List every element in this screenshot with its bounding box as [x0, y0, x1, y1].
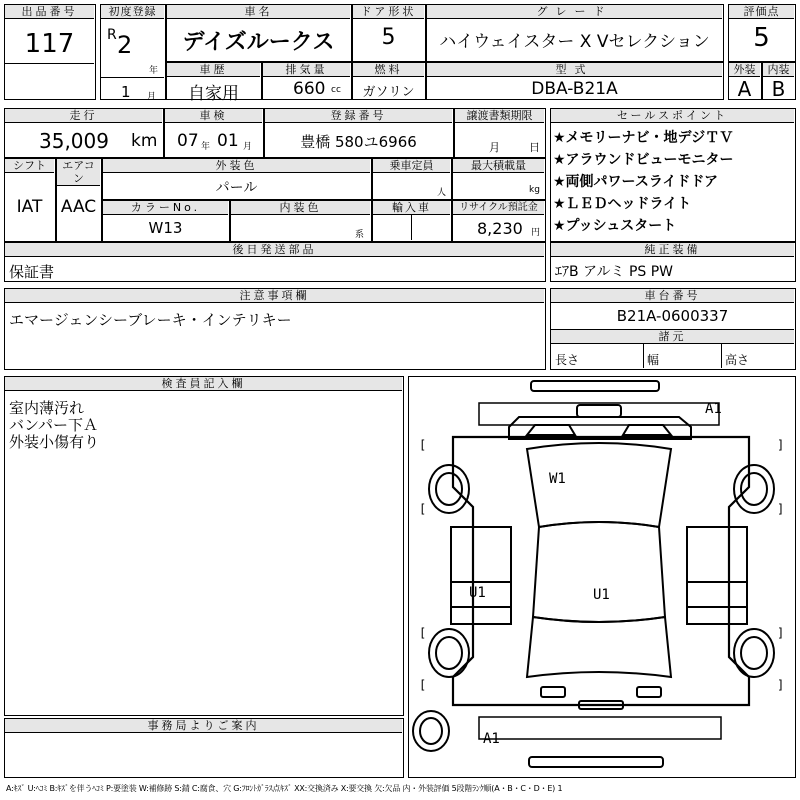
inspection-box [164, 108, 264, 158]
capacity-label: 乗車定員 [373, 159, 450, 173]
ext-color: パール [215, 180, 258, 196]
fuel-box [352, 62, 426, 100]
lot-number-label: 出品番号 [5, 5, 94, 19]
damage-mark: A1 [705, 401, 722, 417]
era: R [107, 27, 117, 43]
first-registration-label: 初度登録 [101, 5, 164, 19]
ac-box [56, 158, 102, 242]
shift-label: シフト [5, 159, 54, 173]
model-label: 型式 [427, 63, 722, 77]
ac-label: エアコン [57, 159, 100, 186]
grade: ハイウェイスター X Vセレクション [439, 32, 710, 52]
max-load-label: 最大積載量 [453, 159, 544, 173]
year-unit: 年 [149, 66, 159, 76]
import-box [372, 200, 452, 242]
exterior-box [728, 62, 762, 100]
inspector-label: 検査員記入欄 [5, 377, 402, 391]
grade-label: グレード [427, 5, 722, 19]
car-name-box [166, 4, 352, 62]
plate: 豊橋 580ユ6966 [300, 133, 417, 151]
history: 自家用 [188, 84, 239, 104]
equipment: ｴｱB アルミ PS PW [555, 264, 674, 280]
month-unit: 月 [147, 92, 157, 102]
svg-text:[: [ [419, 626, 427, 640]
model-box [426, 62, 724, 100]
chassis-label: 車台番号 [551, 289, 794, 303]
color-no: W13 [148, 219, 183, 237]
lot-number: 117 [24, 29, 75, 59]
import-label: 輸入車 [373, 201, 450, 215]
plate-box [264, 108, 454, 158]
notes-label: 注意事項欄 [5, 289, 544, 303]
recycle-box [452, 200, 546, 242]
interior-box [762, 62, 796, 100]
reg-month: 1 [121, 83, 131, 101]
displacement-box [262, 62, 352, 100]
displacement: 660 [293, 79, 326, 99]
notes-box [4, 288, 546, 370]
ext-color-label: 外装色 [103, 159, 370, 173]
color-no-label: カラーNo. [103, 201, 228, 215]
car-diagram-box [408, 376, 796, 778]
sales-points-box [550, 108, 796, 242]
chassis-number: B21A-0600337 [616, 307, 729, 325]
length-label: 長さ [555, 353, 580, 367]
mileage-unit: km [131, 131, 158, 151]
svg-text:[: [ [419, 678, 427, 692]
damage-mark: W1 [549, 471, 566, 487]
recycle-label: リサイクル預託金 [453, 201, 544, 215]
model: DBA-B21A [531, 79, 618, 99]
sales-point: ★プッシュスタート [553, 218, 677, 234]
recycle-unit: 円 [531, 228, 541, 238]
reg-year: 2 [117, 31, 133, 59]
plate-label: 登録番号 [265, 109, 452, 123]
transfer-label: 譲渡書類期限 [455, 109, 544, 123]
width-label: 幅 [647, 353, 660, 367]
inspection-month: 01 [217, 131, 239, 151]
mileage: 35,009 [39, 129, 109, 153]
damage-mark: U1 [469, 585, 486, 601]
fuel: ガソリン [362, 85, 415, 100]
capacity-box [372, 158, 452, 200]
max-load-unit: kg [529, 185, 540, 195]
door-label: ドア形状 [353, 5, 424, 19]
svg-text:[: [ [419, 438, 427, 452]
score-label: 評価点 [729, 5, 794, 19]
int-color-label: 内装色 [231, 201, 370, 215]
legend: A:ｷｽﾞ U:ﾍｺﾐ B:ｷｽﾞを伴うﾍｺﾐ P:要塗装 W:補修跡 S:錆 C:腐食、穴 G:ﾌﾛﾝﾄｶﾞﾗｽ点ｷｽﾞ XX:交換済み X:要交換 欠:欠品 内・外装評価 5段階ﾗﾝｸ順(A・B・C・D・E) 1 [6, 784, 563, 793]
score-box [728, 4, 796, 62]
shift-box [4, 158, 56, 242]
interior-label: 内装 [763, 63, 794, 77]
mileage-box [4, 108, 164, 158]
door-box [352, 4, 426, 62]
shift: IAT [16, 197, 43, 217]
inspection-month-unit: 月 [243, 142, 253, 152]
displacement-label: 排気量 [263, 63, 350, 77]
int-color-unit: 系 [355, 230, 365, 240]
inspection-label: 車検 [165, 109, 262, 123]
office-label: 事務局よりご案内 [5, 719, 402, 733]
damage-mark: U1 [593, 587, 610, 603]
height-label: 高さ [725, 353, 750, 367]
svg-text:]: ] [777, 678, 785, 692]
sales-point: ★メモリーナビ・地デジＴＶ [553, 130, 734, 146]
inspector-note: 外装小傷有り [9, 433, 100, 451]
max-load-box [452, 158, 546, 200]
office-box [4, 718, 404, 778]
score: 5 [753, 23, 770, 53]
car-diagram [409, 377, 794, 776]
notes: エマージェンシーブレーキ・インテリキー [9, 311, 292, 329]
car-name-label: 車名 [167, 5, 350, 19]
history-box [166, 62, 262, 104]
svg-text:]: ] [777, 626, 785, 640]
sales-point: ★ＬＥＤヘッドライト [553, 196, 692, 212]
exterior-grade: A [737, 77, 752, 101]
color-no-box [102, 200, 230, 242]
first-registration-box [100, 4, 166, 100]
transfer-box [454, 108, 546, 158]
transfer-month: 月 [489, 141, 500, 154]
fuel-label: 燃料 [353, 63, 424, 77]
mileage-label: 走行 [5, 109, 162, 123]
later-parts: 保証書 [9, 263, 55, 281]
history-label: 車歴 [167, 63, 260, 77]
grade-box [426, 4, 724, 62]
later-parts-box [4, 242, 546, 282]
interior-grade: B [771, 77, 786, 101]
transfer-day: 日 [529, 141, 540, 154]
sales-point: ★両側パワースライドドア [553, 174, 719, 190]
chassis-box [550, 288, 796, 370]
inspector-note: バンパー下Ａ [9, 416, 98, 434]
ac: AAC [60, 197, 97, 217]
inspection-year: 07 [177, 131, 199, 151]
lot-number-box [4, 4, 96, 100]
exterior-label: 外装 [729, 63, 760, 77]
svg-text:]: ] [777, 438, 785, 452]
inspector-note: 室内薄汚れ [9, 399, 85, 417]
svg-text:[: [ [419, 502, 427, 516]
svg-text:]: ] [777, 502, 785, 516]
recycle-amount: 8,230 [477, 219, 523, 238]
inspection-year-unit: 年 [201, 142, 211, 152]
int-color-box [230, 200, 372, 242]
equipment-label: 純正装備 [551, 243, 794, 257]
spec-label: 諸元 [551, 330, 794, 344]
later-parts-label: 後日発送部品 [5, 243, 544, 257]
sales-point: ★アラウンドビューモニター [553, 152, 734, 168]
door-count: 5 [381, 25, 396, 50]
sales-points-label: セールスポイント [551, 109, 794, 123]
equipment-box [550, 242, 796, 282]
displacement-unit: cc [331, 85, 341, 95]
inspector-box [4, 376, 404, 716]
capacity-unit: 人 [437, 188, 447, 198]
damage-mark: A1 [483, 731, 500, 747]
car-name: デイズルークス [182, 30, 335, 55]
ext-color-box [102, 158, 372, 200]
